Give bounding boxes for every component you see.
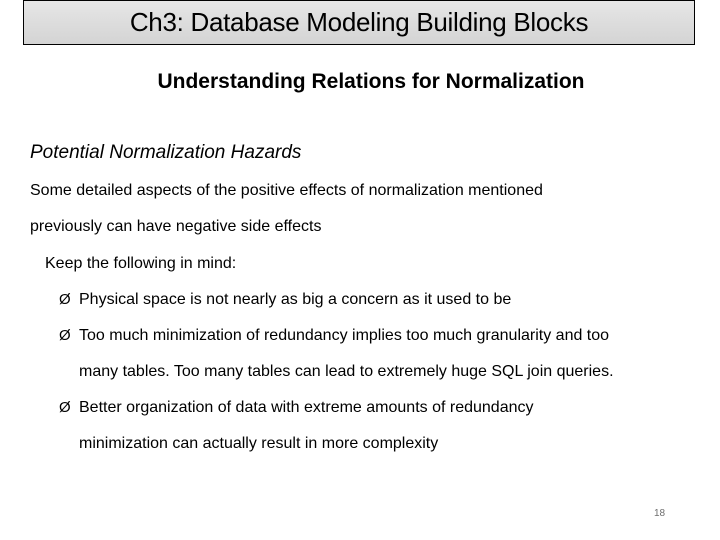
slide-title-bar [23, 0, 695, 45]
bullet-arrow-icon: Ø [59, 291, 71, 308]
bullet-2-text-line-1: Too much minimization of redundancy implies too much granularity and too [79, 327, 610, 344]
bullet-arrow-icon: Ø [59, 399, 71, 416]
bullet-3-text-line-1: Better organization of data with extreme amounts of redundancy [79, 399, 534, 416]
bullet-1-text: Physical space is not nearly as big a concern as it used to be [79, 291, 512, 308]
bullet-3-text-line-2: minimization can actually result in more complexity [79, 435, 439, 452]
paragraph-line-1: Some detailed aspects of the positive effects of normalization mentioned [30, 182, 543, 199]
section-heading: Potential Normalization Hazards [30, 142, 302, 163]
intro-line: Keep the following in mind: [45, 255, 237, 272]
slide-title: Ch3: Database Modeling Building Blocks [129, 7, 589, 37]
paragraph-line-2: previously can have negative side effects [30, 218, 322, 235]
bullet-arrow-icon: Ø [59, 327, 71, 344]
bullet-2-text-line-2: many tables. Too many tables can lead to extremely huge SQL join queries. [79, 363, 614, 380]
page-number: 18 [654, 508, 666, 519]
slide-subtitle: Understanding Relations for Normalization [157, 70, 585, 93]
